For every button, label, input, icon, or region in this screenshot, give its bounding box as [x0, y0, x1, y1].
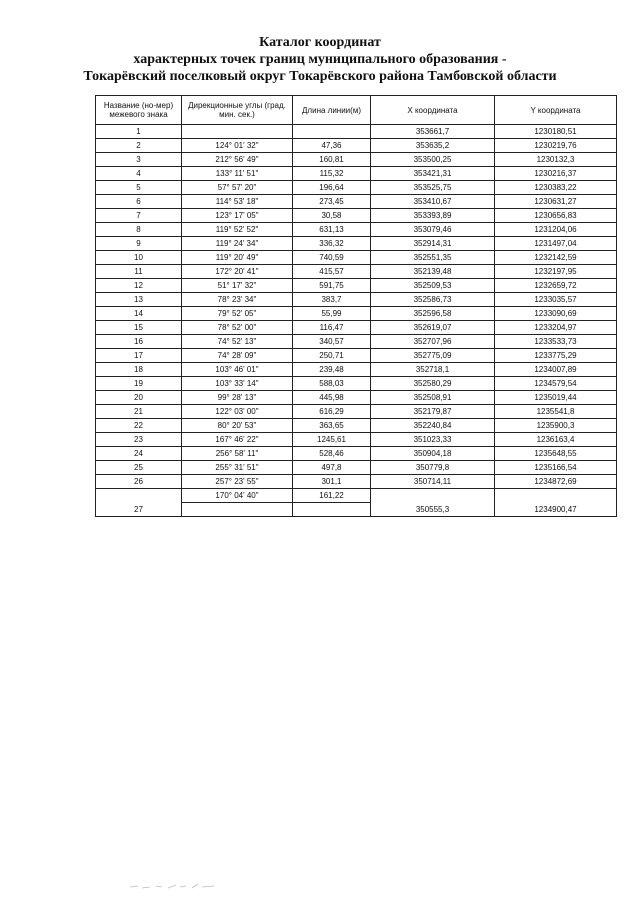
direction-angle-cell: [182, 125, 293, 139]
y-coordinate-cell: 1233090,69: [495, 307, 617, 321]
y-coordinate-cell: 1234900,47: [495, 489, 617, 517]
direction-angle-cell: 212° 56' 49": [182, 153, 293, 167]
direction-angle-cell: 103° 46' 01": [182, 363, 293, 377]
x-coordinate-cell: 353393,89: [371, 209, 495, 223]
line-length-cell: 445,98: [293, 391, 371, 405]
x-coordinate-cell: 352586,73: [371, 293, 495, 307]
y-coordinate-cell: 1232197,95: [495, 265, 617, 279]
x-coordinate-cell: 350779,8: [371, 461, 495, 475]
y-coordinate-cell: 1233204,97: [495, 321, 617, 335]
x-coordinate-cell: 352508,91: [371, 391, 495, 405]
line-length-cell: 239,48: [293, 363, 371, 377]
y-coordinate-cell: 1234007,89: [495, 363, 617, 377]
x-coordinate-cell: 352551,35: [371, 251, 495, 265]
header-y-coordinate: Y координата: [495, 96, 617, 125]
line-length-cell: 47,36: [293, 139, 371, 153]
y-coordinate-cell: 1233035,57: [495, 293, 617, 307]
line-length-cell: 30,58: [293, 209, 371, 223]
line-length-cell: 250,71: [293, 349, 371, 363]
direction-angle-cell: 78° 23' 34": [182, 293, 293, 307]
line-length-cell: 497,8: [293, 461, 371, 475]
x-coordinate-cell: 352707,96: [371, 335, 495, 349]
point-name-cell: 22: [96, 419, 182, 433]
line-length-cell: [293, 503, 371, 517]
direction-angle-cell: 99° 28' 13": [182, 391, 293, 405]
line-length-cell: 528,46: [293, 447, 371, 461]
y-coordinate-cell: 1233775,29: [495, 349, 617, 363]
x-coordinate-cell: 351023,33: [371, 433, 495, 447]
x-coordinate-cell: 352240,84: [371, 419, 495, 433]
line-length-cell: 55,99: [293, 307, 371, 321]
point-name-cell: 14: [96, 307, 182, 321]
point-name-cell: 25: [96, 461, 182, 475]
title-line-3: Токарёвский поселковый округ Токарёвского района Тамбовской области: [83, 69, 557, 84]
y-coordinate-cell: 1230631,27: [495, 195, 617, 209]
point-name-cell: 27: [96, 489, 182, 517]
point-name-cell: 9: [96, 237, 182, 251]
line-length-cell: 161,22: [293, 489, 371, 503]
point-name-cell: 2: [96, 139, 182, 153]
direction-angle-cell: 119° 52' 52": [182, 223, 293, 237]
direction-angle-cell: 123° 17' 05": [182, 209, 293, 223]
y-coordinate-cell: 1235900,3: [495, 419, 617, 433]
header-x-coordinate: X координата: [371, 96, 495, 125]
direction-angle-cell: 257° 23' 55": [182, 475, 293, 489]
header-direction-angle: Дирекционные углы (град. мин. сек.): [182, 96, 293, 125]
point-name-cell: 19: [96, 377, 182, 391]
y-coordinate-cell: 1234579,54: [495, 377, 617, 391]
line-length-cell: 740,59: [293, 251, 371, 265]
header-line-length: Длина линии(м): [293, 96, 371, 125]
x-coordinate-cell: 352580,29: [371, 377, 495, 391]
line-length-cell: 115,32: [293, 167, 371, 181]
x-coordinate-cell: 352139,48: [371, 265, 495, 279]
line-length-cell: 591,75: [293, 279, 371, 293]
coordinate-catalog-table: [95, 95, 617, 517]
x-coordinate-cell: 353410,67: [371, 195, 495, 209]
direction-angle-cell: 119° 20' 49": [182, 251, 293, 265]
x-coordinate-cell: 350904,18: [371, 447, 495, 461]
line-length-cell: 116,47: [293, 321, 371, 335]
x-coordinate-cell: 350714,11: [371, 475, 495, 489]
direction-angle-cell: 167° 46' 22": [182, 433, 293, 447]
y-coordinate-cell: 1234872,69: [495, 475, 617, 489]
document-title: [0, 34, 640, 85]
line-length-cell: 196,64: [293, 181, 371, 195]
line-length-cell: [293, 125, 371, 139]
direction-angle-cell: 124° 01' 32": [182, 139, 293, 153]
direction-angle-cell: 74° 52' 13": [182, 335, 293, 349]
direction-angle-cell: 114° 53' 18": [182, 195, 293, 209]
x-coordinate-cell: 353635,2: [371, 139, 495, 153]
y-coordinate-cell: 1231497,04: [495, 237, 617, 251]
y-coordinate-cell: 1231204,06: [495, 223, 617, 237]
y-coordinate-cell: 1230656,83: [495, 209, 617, 223]
y-coordinate-cell: 1235648,55: [495, 447, 617, 461]
x-coordinate-cell: 353421,31: [371, 167, 495, 181]
point-name-cell: 10: [96, 251, 182, 265]
direction-angle-cell: 170° 04' 40": [182, 489, 293, 503]
x-coordinate-cell: 352718,1: [371, 363, 495, 377]
point-name-cell: 13: [96, 293, 182, 307]
point-name-cell: 5: [96, 181, 182, 195]
line-length-cell: 340,57: [293, 335, 371, 349]
line-length-cell: 383,7: [293, 293, 371, 307]
x-coordinate-cell: 352775,09: [371, 349, 495, 363]
y-coordinate-cell: 1232659,72: [495, 279, 617, 293]
point-name-cell: 17: [96, 349, 182, 363]
y-coordinate-cell: 1235019,44: [495, 391, 617, 405]
direction-angle-cell: 255° 31' 51": [182, 461, 293, 475]
line-length-cell: 336,32: [293, 237, 371, 251]
direction-angle-cell: 172° 20' 41": [182, 265, 293, 279]
header-point-name: Название (но-мер) межевого знака: [96, 96, 182, 125]
point-name-cell: 6: [96, 195, 182, 209]
point-name-cell: 11: [96, 265, 182, 279]
direction-angle-cell: 119° 24' 34": [182, 237, 293, 251]
title-line-1: Каталог координат: [259, 35, 381, 50]
x-coordinate-cell: 352596,58: [371, 307, 495, 321]
table-body: [96, 125, 617, 517]
table-row: [96, 125, 617, 139]
point-name-cell: 8: [96, 223, 182, 237]
direction-angle-cell: 122° 03' 00": [182, 405, 293, 419]
line-length-cell: 415,57: [293, 265, 371, 279]
point-name-cell: 15: [96, 321, 182, 335]
point-name-cell: 24: [96, 447, 182, 461]
y-coordinate-cell: 1230219,76: [495, 139, 617, 153]
point-name-cell: 23: [96, 433, 182, 447]
direction-angle-cell: 80° 20' 53": [182, 419, 293, 433]
point-name-cell: 21: [96, 405, 182, 419]
point-name-cell: 18: [96, 363, 182, 377]
direction-angle-cell: 79° 52' 05": [182, 307, 293, 321]
x-coordinate-cell: 353661,7: [371, 125, 495, 139]
y-coordinate-cell: 1235541,8: [495, 405, 617, 419]
y-coordinate-cell: 1236163,4: [495, 433, 617, 447]
direction-angle-cell: [182, 503, 293, 517]
point-name-cell: 12: [96, 279, 182, 293]
x-coordinate-cell: 353500,25: [371, 153, 495, 167]
y-coordinate-cell: 1230216,37: [495, 167, 617, 181]
point-name-cell: 1: [96, 125, 182, 139]
y-coordinate-cell: 1233533,73: [495, 335, 617, 349]
y-coordinate-cell: 1230132,3: [495, 153, 617, 167]
y-coordinate-cell: 1230383,22: [495, 181, 617, 195]
direction-angle-cell: 133° 11' 51": [182, 167, 293, 181]
line-length-cell: 273,45: [293, 195, 371, 209]
point-name-cell: 26: [96, 475, 182, 489]
x-coordinate-cell: 352179,87: [371, 405, 495, 419]
direction-angle-cell: 57° 57' 20": [182, 181, 293, 195]
x-coordinate-cell: 352509,53: [371, 279, 495, 293]
pencil-mark: [128, 878, 218, 892]
point-name-cell: 4: [96, 167, 182, 181]
x-coordinate-cell: 353525,75: [371, 181, 495, 195]
line-length-cell: 301,1: [293, 475, 371, 489]
direction-angle-cell: 103° 33' 14": [182, 377, 293, 391]
line-length-cell: 363,65: [293, 419, 371, 433]
line-length-cell: 588,03: [293, 377, 371, 391]
x-coordinate-cell: 350555,3: [371, 489, 495, 517]
x-coordinate-cell: 352914,31: [371, 237, 495, 251]
line-length-cell: 1245,61: [293, 433, 371, 447]
point-name-cell: 3: [96, 153, 182, 167]
y-coordinate-cell: 1230180,51: [495, 125, 617, 139]
title-line-2: характерных точек границ муниципального образования -: [133, 52, 507, 67]
x-coordinate-cell: 352619,07: [371, 321, 495, 335]
direction-angle-cell: 51° 17' 32": [182, 279, 293, 293]
line-length-cell: 616,29: [293, 405, 371, 419]
table-header-row: [96, 96, 617, 125]
line-length-cell: 160,81: [293, 153, 371, 167]
direction-angle-cell: 256° 58' 11": [182, 447, 293, 461]
point-name-cell: 20: [96, 391, 182, 405]
point-name-cell: 16: [96, 335, 182, 349]
line-length-cell: 631,13: [293, 223, 371, 237]
y-coordinate-cell: 1235166,54: [495, 461, 617, 475]
point-name-cell: 7: [96, 209, 182, 223]
direction-angle-cell: 78° 52' 00": [182, 321, 293, 335]
x-coordinate-cell: 353079,46: [371, 223, 495, 237]
y-coordinate-cell: 1232142,59: [495, 251, 617, 265]
direction-angle-cell: 74° 28' 09": [182, 349, 293, 363]
